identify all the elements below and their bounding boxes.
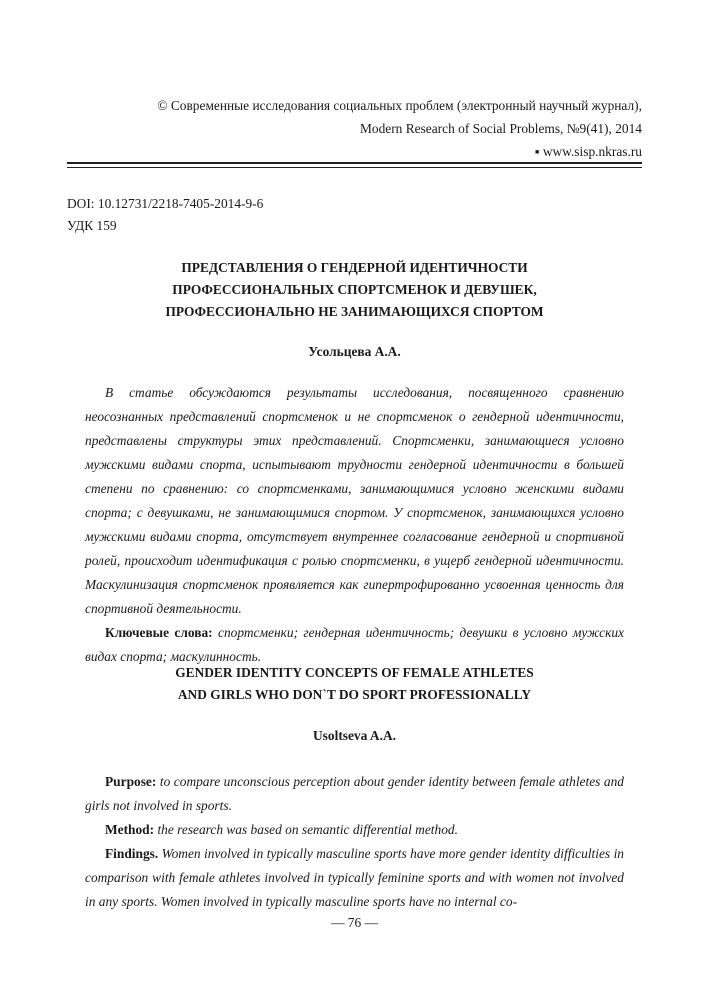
article-meta (67, 193, 263, 237)
purpose-label: Purpose: (105, 774, 157, 789)
findings (85, 842, 624, 914)
purpose-text: to compare unconscious perception about gender identity between female athletes and girls not involved in sports. (85, 774, 624, 813)
doi: DOI: 10.12731/2218-7405-2014-9-6 (67, 196, 264, 211)
abstract-ru-text: В статье обсуждаются результаты исследования, посвященного сравнению неосознанных представлений спортсменок и не спортсменок о гендерной идентичности, представлены структуры этих представлений. Спортсменки, занимающиеся условно мужскими видами спорта, испытывают трудности гендерной идентичности в большей степени по сравнению: со спортсменками, занимающимися условно женскими видами спорта; с девушками, не занимающимися спортом. У спортсменок, занимающихся условно мужскими видами спорта, отсутствует внутреннее согласование гендерной и спортивной ролей, происходит идентификация с ролью спортсменки, в ущерб гендерной идентичности. Маскулинизация спортсменок проявляется как гипертрофированно усвоенная ценность для спортивной деятельности. (85, 385, 624, 616)
title-ru-line: ПРОФЕССИОНАЛЬНО НЕ ЗАНИМАЮЩИХСЯ СПОРТОМ (165, 304, 544, 319)
title-en-line: AND GIRLS WHO DON`T DO SPORT PROFESSIONALLY (177, 687, 532, 702)
findings-label: Findings. (105, 846, 159, 861)
keywords-ru-label: Ключевые слова: (105, 625, 213, 640)
method (85, 818, 624, 842)
method-text: the research was based on semantic differential method. (157, 822, 458, 837)
title-ru-line: ПРОФЕССИОНАЛЬНЫХ СПОРТСМЕНОК И ДЕВУШЕК, (172, 282, 537, 297)
title-ru (67, 257, 642, 323)
method-label: Method: (105, 822, 155, 837)
header-website: ▪ www.sisp.nkras.ru (534, 144, 642, 159)
abstract-en (85, 770, 624, 914)
journal-header (157, 94, 642, 163)
page-number: — 76 — (331, 915, 378, 930)
title-en-line: GENDER IDENTITY CONCEPTS OF FEMALE ATHLETES (175, 665, 534, 680)
header-rule-thin (67, 167, 642, 168)
header-journal-ru: © Современные исследования социальных проблем (электронный научный журнал), (157, 98, 642, 113)
author-ru: Усольцева А.А. (308, 344, 401, 359)
findings-text: Women involved in typically masculine sports have more gender identity difficulties in comparison with female athletes involved in typically feminine sports and with women not involved in any sports. Women involved in typically masculine sports have no internal co- (85, 846, 624, 909)
purpose (85, 770, 624, 818)
title-ru-line: ПРЕДСТАВЛЕНИЯ О ГЕНДЕРНОЙ ИДЕНТИЧНОСТИ (181, 260, 528, 275)
abstract-ru (85, 381, 624, 669)
title-en (67, 662, 642, 706)
udk: УДК 159 (67, 218, 117, 233)
author-en: Usoltseva A.A. (313, 728, 396, 743)
header-journal-en: Modern Research of Social Problems, №9(41), 2014 (359, 121, 642, 136)
header-rule-thick (67, 162, 642, 164)
keywords-ru-text: спортсменки; гендерная идентичность; девушки в условно мужских видах спорта; маскулинность. (85, 625, 625, 664)
